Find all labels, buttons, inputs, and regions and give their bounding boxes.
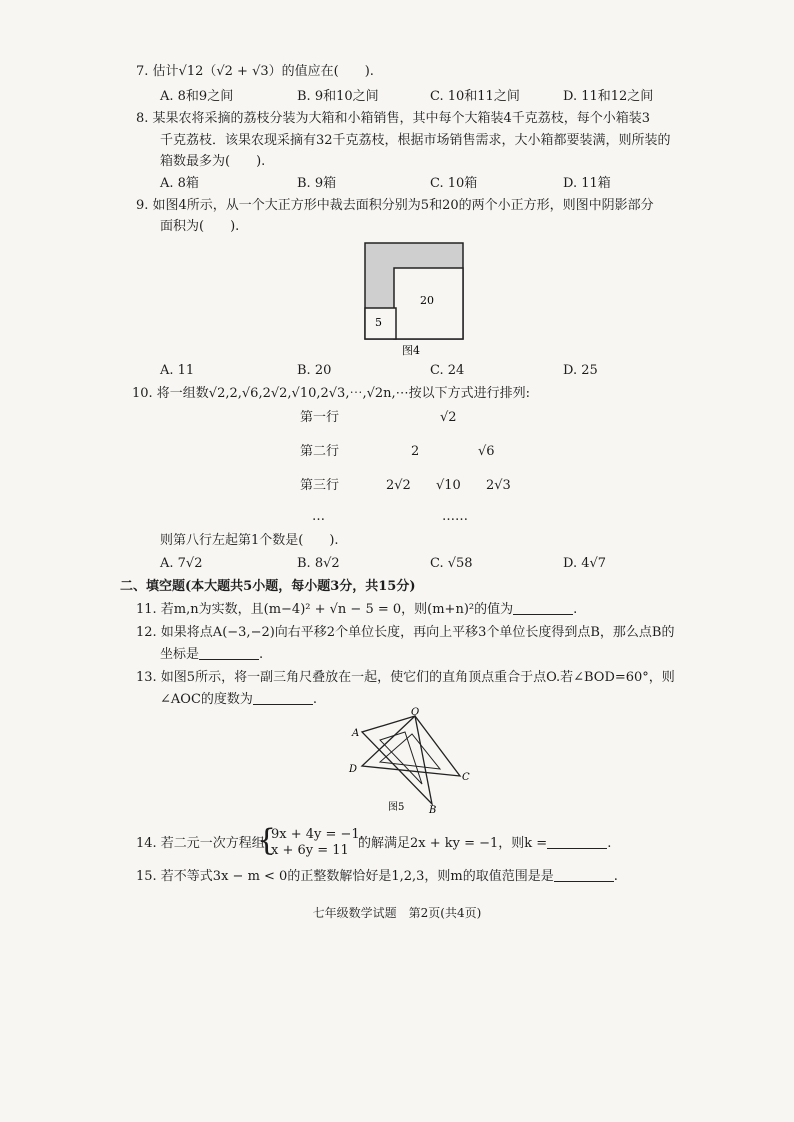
- q8-option-a: A. 8箱: [160, 176, 199, 191]
- q10-row1-label: 第一行: [300, 410, 340, 425]
- q14-prefix: 14. 若二元一次方程组: [136, 836, 265, 851]
- q14-answer-blank[interactable]: [547, 834, 607, 849]
- q7-option-c: C. 10和11之间: [430, 89, 520, 104]
- q12-line2-wrap: [160, 645, 263, 665]
- q14-eq1: 9x + 4y = −1,: [271, 827, 364, 842]
- q14-suffix: 的解满足2x + ky = −1，则k =: [358, 836, 548, 851]
- q11: [136, 600, 577, 620]
- q12-line1: 12. 如果将点A(−3,−2)向右平移2个单位长度，再向上平移3个单位长度得到点B，那么点B的: [136, 625, 675, 640]
- q13-end: .: [312, 692, 318, 707]
- q9-line1: 9. 如图4所示，从一个大正方形中裁去面积分别为5和20的两个小正方形，则图中阴影部分: [136, 198, 654, 213]
- q15-end: .: [613, 869, 618, 884]
- q9-option-c: C. 24: [430, 363, 465, 378]
- q9-option-d: D. 25: [563, 363, 598, 378]
- q15-answer-blank[interactable]: [554, 867, 614, 882]
- q13-line1: 13. 如图5所示，将一副三角尺叠放在一起，使它们的直角顶点重合于点O.若∠BOD=60°，则: [136, 670, 675, 685]
- q10-row2-val1: 2: [411, 444, 420, 459]
- q10-option-d: D. 4√7: [563, 556, 607, 571]
- q10-option-c: C. √58: [430, 556, 473, 571]
- q11-end: .: [573, 602, 578, 617]
- q10-ask: 则第八行左起第1个数是( ).: [160, 533, 339, 548]
- q7-option-a: A. 8和9之间: [160, 89, 234, 104]
- figure-4-caption: 图4: [402, 344, 420, 357]
- q12-line2: 坐标是: [160, 647, 200, 662]
- label-C: C: [462, 772, 470, 783]
- q9-option-b: B. 20: [297, 363, 332, 378]
- page-footer: 七年级数学试题 第2页(共4页): [312, 906, 482, 920]
- q13-line2: ∠AOC的度数为: [160, 692, 253, 707]
- q7-stem: 7. 估计√12（√2 + √3）的值应在( ).: [136, 64, 374, 79]
- q15-text: 15. 若不等式3x − m < 0的正整数解恰好是1,2,3，则m的取值范围是是: [136, 869, 554, 884]
- label-B: B: [429, 805, 437, 816]
- q8-option-d: D. 11箱: [563, 176, 611, 191]
- q8-option-b: B. 9箱: [297, 176, 337, 191]
- q15: [136, 867, 618, 887]
- q14-end: .: [607, 836, 612, 851]
- q11-text: 11. 若m,n为实数，且(m−4)² + √n − 5 = 0，则(m+n)²的值为: [136, 602, 514, 617]
- q10-row3-val1: 2√2: [386, 478, 411, 493]
- q10-dots-right: ……: [442, 509, 468, 524]
- triangle-ruler-2: [362, 716, 460, 776]
- q11-answer-blank[interactable]: [513, 600, 573, 615]
- q8-line3: 箱数最多为( ).: [160, 154, 266, 169]
- section-2-title: 二、填空题(本大题共5小题，每小题3分，共15分): [120, 579, 416, 594]
- q8-line2: 千克荔枝．该果农现采摘有32千克荔枝，根据市场销售需求，大小箱都要装满，则所装的: [160, 133, 671, 148]
- q7-option-d: D. 11和12之间: [563, 89, 654, 104]
- q10-row3-label: 第三行: [300, 478, 340, 493]
- q14-eq2: x + 6y = 11: [271, 843, 349, 858]
- q9-line2: 面积为( ).: [160, 219, 240, 234]
- label-O: O: [411, 707, 420, 718]
- figure-5-caption: 图5: [388, 802, 405, 813]
- q10-row2-label: 第二行: [300, 444, 340, 459]
- q14-suffix-wrap: [358, 834, 611, 854]
- q10-option-b: B. 8√2: [297, 556, 340, 571]
- q10-row3-val3: 2√3: [486, 478, 511, 493]
- label-D: D: [349, 764, 358, 775]
- triangle-ruler-2-inner: [380, 734, 440, 769]
- q9-option-a: A. 11: [160, 363, 195, 378]
- figure-4: [360, 238, 470, 358]
- triangle-ruler-1: [362, 716, 432, 804]
- label-5: 5: [375, 316, 382, 329]
- q10-row2-val2: √6: [478, 444, 495, 459]
- q10-stem: 10. 将一组数√2,2,√6,2√2,√10,2√3,⋯,√2n,⋯按以下方式进行排列:: [132, 386, 531, 401]
- q13-answer-blank[interactable]: [253, 690, 313, 705]
- label-A: A: [352, 728, 360, 739]
- triangle-ruler-1-inner: [380, 732, 422, 784]
- q7-option-b: B. 9和10之间: [297, 89, 379, 104]
- q10-dots-left: …: [312, 509, 325, 524]
- q8-option-c: C. 10箱: [430, 176, 478, 191]
- q10-row3-val2: √10: [436, 478, 461, 493]
- figure-5: [340, 706, 480, 816]
- q8-line1: 8. 某果农将采摘的荔枝分装为大箱和小箱销售，其中每个大箱装4千克荔枝，每个小箱装3: [136, 111, 651, 126]
- q12-end: .: [259, 647, 264, 662]
- q14-brace: {: [257, 823, 277, 858]
- label-20: 20: [420, 294, 434, 307]
- q13-line2-wrap: [160, 690, 317, 710]
- q10-option-a: A. 7√2: [160, 556, 203, 571]
- q12-answer-blank[interactable]: [199, 645, 259, 660]
- q10-row1-val1: √2: [440, 410, 457, 425]
